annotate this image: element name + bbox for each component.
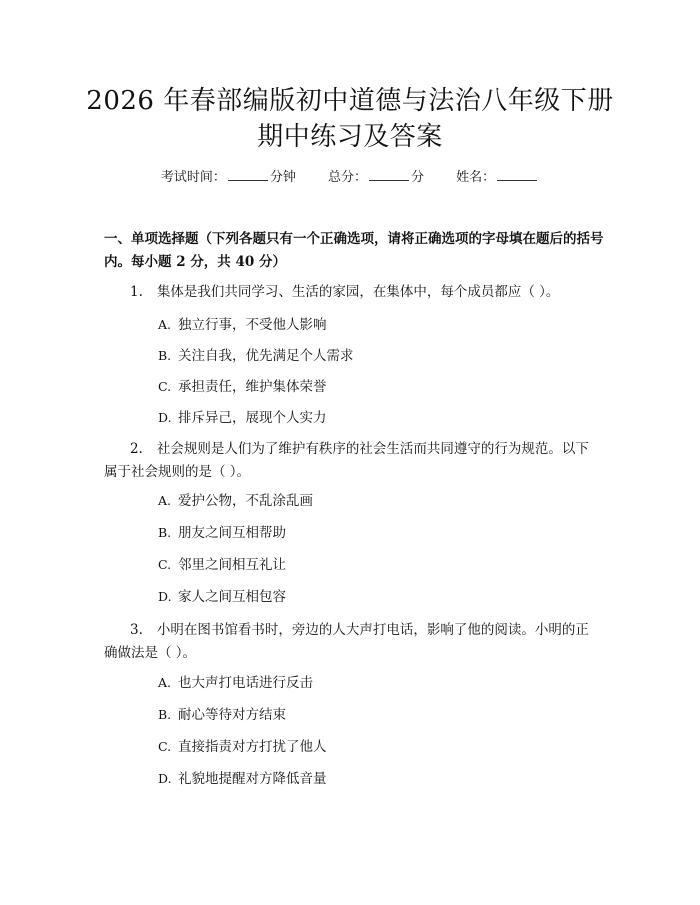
option-text: 家人之间互相包容 <box>178 589 286 605</box>
option-item <box>158 673 313 693</box>
option-item <box>158 377 327 397</box>
option-letter: C. <box>158 739 172 754</box>
option-text: 承担责任，维护集体荣誉 <box>178 379 327 395</box>
option-item <box>158 737 327 757</box>
option-item <box>158 587 286 607</box>
exam-time-label: 考试时间： <box>160 170 226 185</box>
option-letter: A. <box>158 675 172 690</box>
question-number: 1. <box>130 284 143 300</box>
option-text: 朋友之间互相帮助 <box>178 525 286 541</box>
option-text: 关注自我，优先满足个人需求 <box>178 348 354 364</box>
option-letter: D. <box>158 589 172 604</box>
option-letter: B. <box>158 525 172 540</box>
option-item <box>158 408 327 428</box>
total-score-blank[interactable] <box>369 167 409 181</box>
option-item <box>158 769 327 789</box>
option-text: 排斥异己，展现个人实力 <box>178 410 327 426</box>
question-stem <box>104 619 599 665</box>
option-text: 直接指责对方打扰了他人 <box>178 739 327 755</box>
option-text: 礼貌地提醒对方降低音量 <box>178 771 327 787</box>
option-letter: D. <box>158 771 172 786</box>
exam-info-row <box>0 167 700 188</box>
total-score-unit: 分 <box>411 170 425 185</box>
option-item <box>158 491 313 511</box>
exam-time-blank[interactable] <box>228 167 268 181</box>
option-item <box>158 315 327 335</box>
section-heading: 一、单项选择题（下列各题只有一个正确选项，请将正确选项的字母填在题后的括号内。每小题 2 分，共 40 分） <box>104 231 604 270</box>
option-item <box>158 555 286 575</box>
option-letter: A. <box>158 493 172 508</box>
student-name-label: 姓名： <box>456 170 496 185</box>
option-item <box>158 346 354 366</box>
document-title-line-2: 期中练习及答案 <box>257 122 443 152</box>
option-text: 邻里之间相互礼让 <box>178 557 286 573</box>
question-number: 2. <box>130 441 143 457</box>
option-letter: B. <box>158 707 172 722</box>
question-text: 小明在图书馆看书时，旁边的人大声打电话，影响了他的阅读。小明的正确做法是（ ）。 <box>104 622 589 661</box>
exam-time-unit: 分钟 <box>269 170 296 185</box>
option-text: 也大声打电话进行反击 <box>178 675 313 691</box>
option-item <box>158 705 286 725</box>
option-letter: B. <box>158 348 172 363</box>
total-score-label: 总分： <box>327 170 367 185</box>
option-text: 独立行事，不受他人影响 <box>178 317 327 333</box>
option-letter: C. <box>158 557 172 572</box>
option-item <box>158 523 286 543</box>
exam-time-field <box>161 170 300 185</box>
student-name-blank[interactable] <box>497 167 537 181</box>
option-text: 爱护公物，不乱涂乱画 <box>178 493 313 509</box>
option-letter: D. <box>158 410 172 425</box>
document-title-line-1: 2026 年春部编版初中道德与法治八年级下册 <box>86 86 614 116</box>
student-name-field <box>456 170 539 185</box>
question-text: 集体是我们共同学习、生活的家园，在集体中，每个成员都应（ ）。 <box>156 284 560 300</box>
option-letter: C. <box>158 379 172 394</box>
question-stem <box>104 281 599 304</box>
question-number: 3. <box>130 622 143 638</box>
option-letter: A. <box>158 317 172 332</box>
question-stem <box>104 438 599 484</box>
question-text: 社会规则是人们为了维护有秩序的社会生活而共同遵守的行为规范。以下属于社会规则的是（ ）。 <box>104 441 589 480</box>
total-score-field <box>328 170 428 185</box>
option-text: 耐心等待对方结束 <box>178 707 286 723</box>
